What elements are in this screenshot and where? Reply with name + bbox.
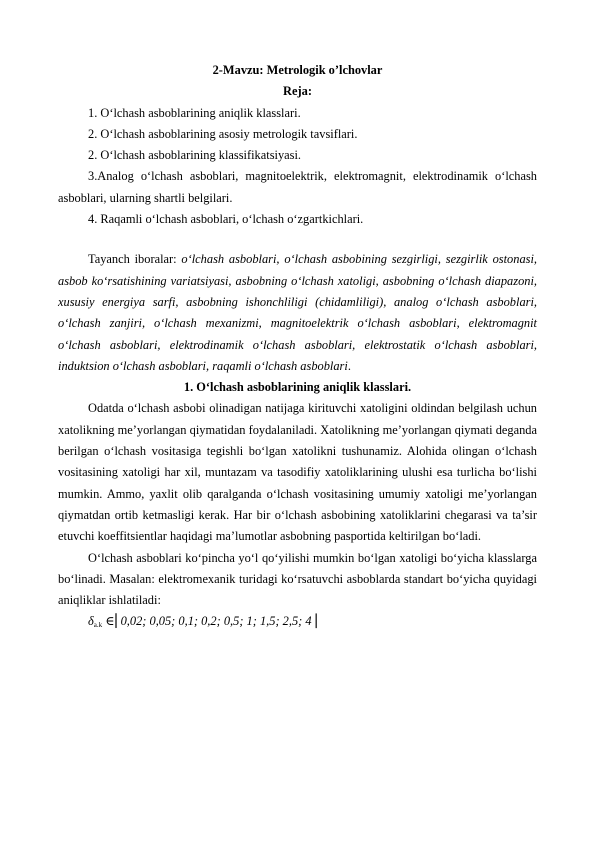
plan-item: 3.Analog o‘lchash asboblari, magnitoelektrik, elektromagnit, elektrodinamik o‘lchash asboblari, ularning shartli belgilari. bbox=[58, 169, 537, 205]
document-title: 2-Mavzu: Metrologik o’lchovlar bbox=[212, 63, 383, 77]
formula-symbol: δ bbox=[88, 614, 94, 629]
key-terms-end: . bbox=[347, 358, 351, 373]
document-content bbox=[58, 60, 537, 637]
accuracy-class-formula bbox=[58, 611, 537, 636]
body-paragraph: O‘lchash asboblari ko‘pincha yo‘l qo‘yilishi mumkin bo‘lgan xatoligi bo‘yicha klasslarga bo‘linadi. Masalan: elektromexanik turidagi ko‘rsatuvchi asboblarda standart bo‘yicha quyidagi aniqliklar ishlatiladi: bbox=[58, 550, 537, 608]
plan-heading: Reja: bbox=[283, 84, 312, 99]
section-heading: 1. O‘lchash asboblarining aniqlik klasslari. bbox=[183, 380, 412, 395]
key-terms-paragraph bbox=[58, 249, 537, 377]
plan-item: 2. O‘lchash asboblarining klassifikatsiyasi. bbox=[88, 148, 302, 163]
plan-item: 4. Raqamli o‘lchash asboblari, o‘lchash o‘zgartkichlari. bbox=[88, 212, 364, 227]
body-paragraph: Odatda o‘lchash asbobi olinadigan natijaga kirituvchi xatoligini oldindan belgilash uchun xatolikning me’yorlangan qiymatidan foydalaniladi. Xatolikning me’yorlangan qiymati deganda berilgan o‘lchash vositasiga tegishli bo‘lgan xatolikni tushunamiz. Alohida olingan o‘lchash vositasining xatoligi har xil, muntazam va tasodifiy xatoliklarining ulushi esa turlicha bo‘lishi mumkin. Ammo, yaxlit olib qaralganda o‘lchash vositasining umumiy xatoligi me’yorlangan qiymatdan ortib ketmasligi kerak. Har bir o‘lchash asbobining xatoliklarini chegarasi va ta’sir etuvchi koeffitsientlar haqidagi ma’lumotlar asbobning pasportida keltirilgan bo‘ladi. bbox=[58, 401, 537, 544]
formula-subscript: a.k bbox=[93, 621, 103, 630]
plan-item: 1. O‘lchash asboblarining aniqlik klasslari. bbox=[88, 105, 301, 120]
key-terms-label: Tayanch iboralar: bbox=[88, 252, 177, 267]
key-terms-text: o‘lchash asboblari, o‘lchash asbobining sezgirligi, sezgirlik ostonasi, asbob ko‘rsatishining variatsiyasi, asbobning o‘lchash xatoligi, asbobning o‘lchash diapazoni, xususiy energiya sarfi, asbobning ishonchliligi (chidamliligi), analog o‘lchash asboblari, o‘lchash zanjiri, o‘lchash mexanizmi, magnitoelektrik o‘lchash asboblari, elektromagnit o‘lchash asboblari, elektrodinamik o‘lchash asboblari, elektrostatik o‘lchash asboblari, induktsion o‘lchash asboblari, raqamli o‘lchash asboblari bbox=[58, 252, 537, 373]
formula-body: ∈⎢0,02; 0,05; 0,1; 0,2; 0,5; 1; 1,5; 2,5; 4⎥ bbox=[102, 614, 318, 629]
plan-item: 2. O‘lchash asboblarining asosiy metrologik tavsiflari. bbox=[88, 126, 358, 141]
spacer bbox=[58, 230, 537, 249]
